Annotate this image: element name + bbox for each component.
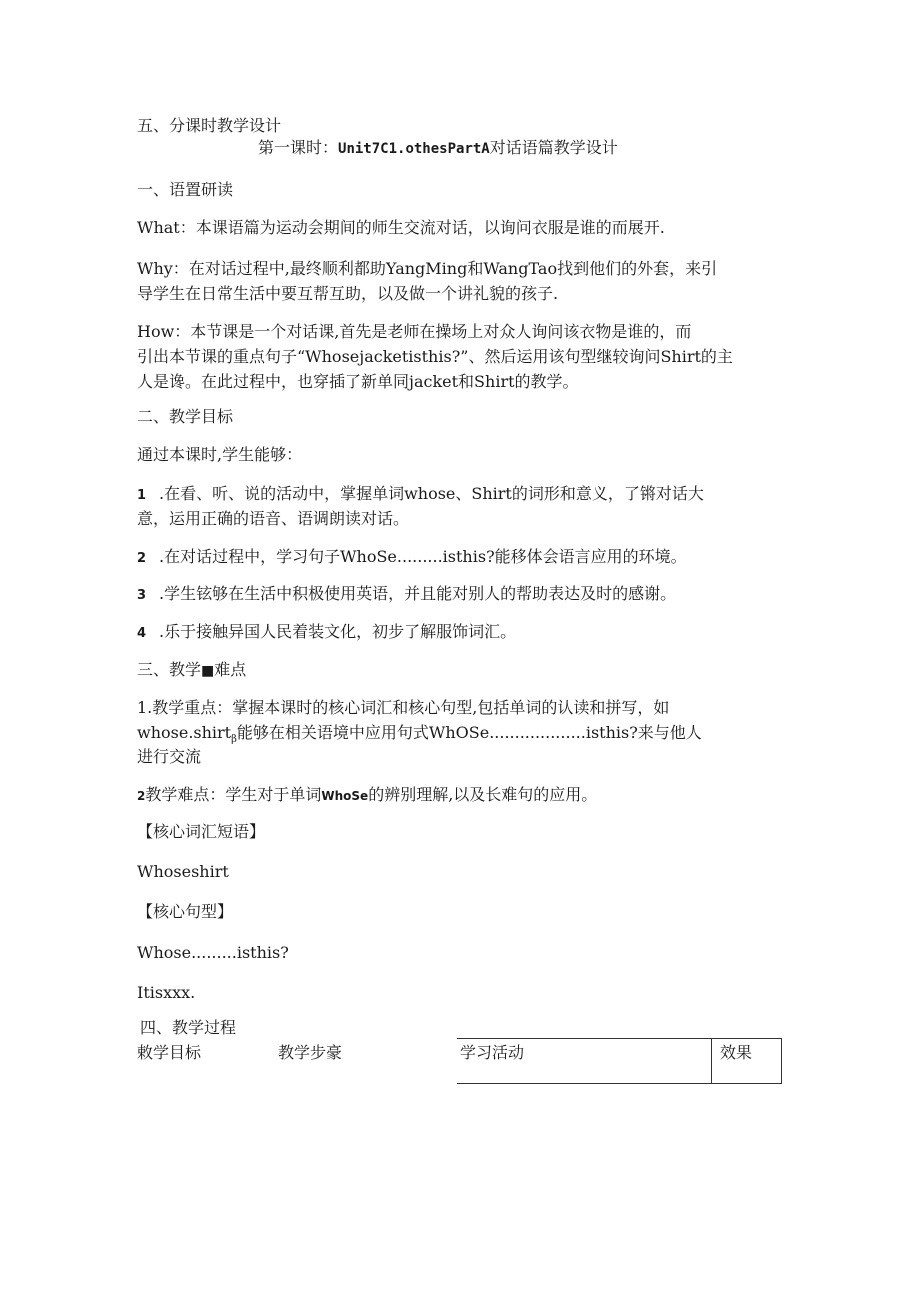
study-why-line2: 导学生在日常生活中要互帮互助，以及做一个讲礼貌的孩子. [137, 284, 559, 303]
table-bottom-border [457, 1083, 782, 1084]
study-why-line1: Why：在对话过程中,最终顺利都助YangMing和WangTao找到他们的外套，来引 [137, 259, 718, 278]
goal-text: .学生铉够在生活中积极使用英语，并且能对别人的帮助表达及时的感谢。 [159, 584, 677, 603]
goal-number: 2 [137, 551, 147, 566]
goal-number: 3 [137, 588, 147, 603]
focus-words: whose.shirt [137, 723, 232, 742]
lesson-title-code: Unit7C1.othesPartA [338, 141, 490, 157]
table-col-effect: 效果 [720, 1043, 753, 1062]
focus-line3: 进行交流 [137, 747, 202, 766]
table-col-activities: 学习活动 [460, 1043, 525, 1062]
study-what: What：本课语篇为运动会期间的师生交流对话，以询问衣服是谁的而展开. [137, 218, 665, 237]
core-sentence-heading: 【核心句型】 [137, 902, 234, 921]
difficulty-line [137, 783, 597, 808]
section-heading-lesson-design: 五、分课时教学设计 [137, 116, 282, 135]
difficulty-word: WhoSe [321, 789, 369, 803]
goal-item-4 [137, 620, 516, 646]
core-sentence-line1: Whose.........isthis? [137, 943, 289, 962]
difficulty-text-b: 的辨别理解,以及长难句的应用。 [368, 785, 598, 804]
table-col-steps: 教学步豪 [278, 1043, 343, 1062]
goal-item-2 [137, 545, 687, 571]
focus-line1: 1.教学重点：掌握本课时的核心词汇和核心句型,包括单词的认读和拼写，如 [137, 698, 670, 717]
lesson-title-prefix: 第一课时： [258, 138, 339, 157]
goal-text: .乐于接触异国人民着装文化，初步了解服饰词汇。 [159, 622, 517, 641]
keypoints-heading [137, 658, 246, 683]
goals-intro: 通过本课时,学生能够： [137, 445, 303, 464]
goal-number: 1 [137, 488, 147, 503]
difficulty-text-a: 教学难点：学生对于单词 [145, 785, 322, 804]
study-how-line3: 人是谗。在此过程中，也穿插了新单同jacket和Shirt的教学。 [137, 372, 579, 391]
table-col-goal: 敕学目标 [137, 1043, 202, 1062]
goal-item-1 [137, 482, 704, 508]
focus-subscript: β [231, 734, 237, 746]
square-glyph: ■ [201, 663, 215, 679]
table-top-border [457, 1038, 782, 1039]
goal-number: 4 [137, 626, 147, 641]
goals-heading: 二、教学目标 [137, 407, 234, 426]
table-right-border [781, 1038, 782, 1084]
focus-line2 [137, 721, 702, 752]
difficulty-number: 2 [137, 789, 146, 803]
core-vocab-heading: 【核心词汇短语】 [137, 822, 266, 841]
focus-sentence: 能够在相关语境中应用句式WhOSe...................isthis?来与他人 [236, 723, 702, 742]
goal-text: .在看、听、说的活动中，掌握单词whose、Shirt的词形和意义，了锵对话大 [159, 484, 704, 503]
goal-item-3 [137, 582, 676, 608]
study-how-line1: How：本节课是一个对话课,首先是老师在操场上对众人询问该衣物是谁的，而 [137, 322, 692, 341]
lesson-title [258, 136, 618, 161]
keypoints-heading-a: 三、教学 [137, 660, 202, 679]
table-divider [711, 1038, 712, 1084]
goal-item-1-cont: 意，运用正确的语音、语调朗读对话。 [137, 509, 410, 528]
goal-text: .在对话过程中，学习句子WhoSe.........isthis?能移体会语言应用的环境。 [159, 547, 687, 566]
process-heading: 四、教学过程 [140, 1018, 237, 1037]
core-sentence-line2: Itisxxx. [137, 983, 196, 1002]
study-how-line2: 引出本节课的重点句子“Whosejacketisthis?”、然后运用该句型继较询问Shirt的主 [137, 347, 733, 366]
keypoints-heading-b: 难点 [214, 660, 247, 679]
core-vocab-value: Whoseshirt [137, 862, 229, 881]
study-heading: 一、语置研读 [137, 180, 234, 199]
lesson-title-suffix: 对话语篇教学设计 [489, 138, 618, 157]
